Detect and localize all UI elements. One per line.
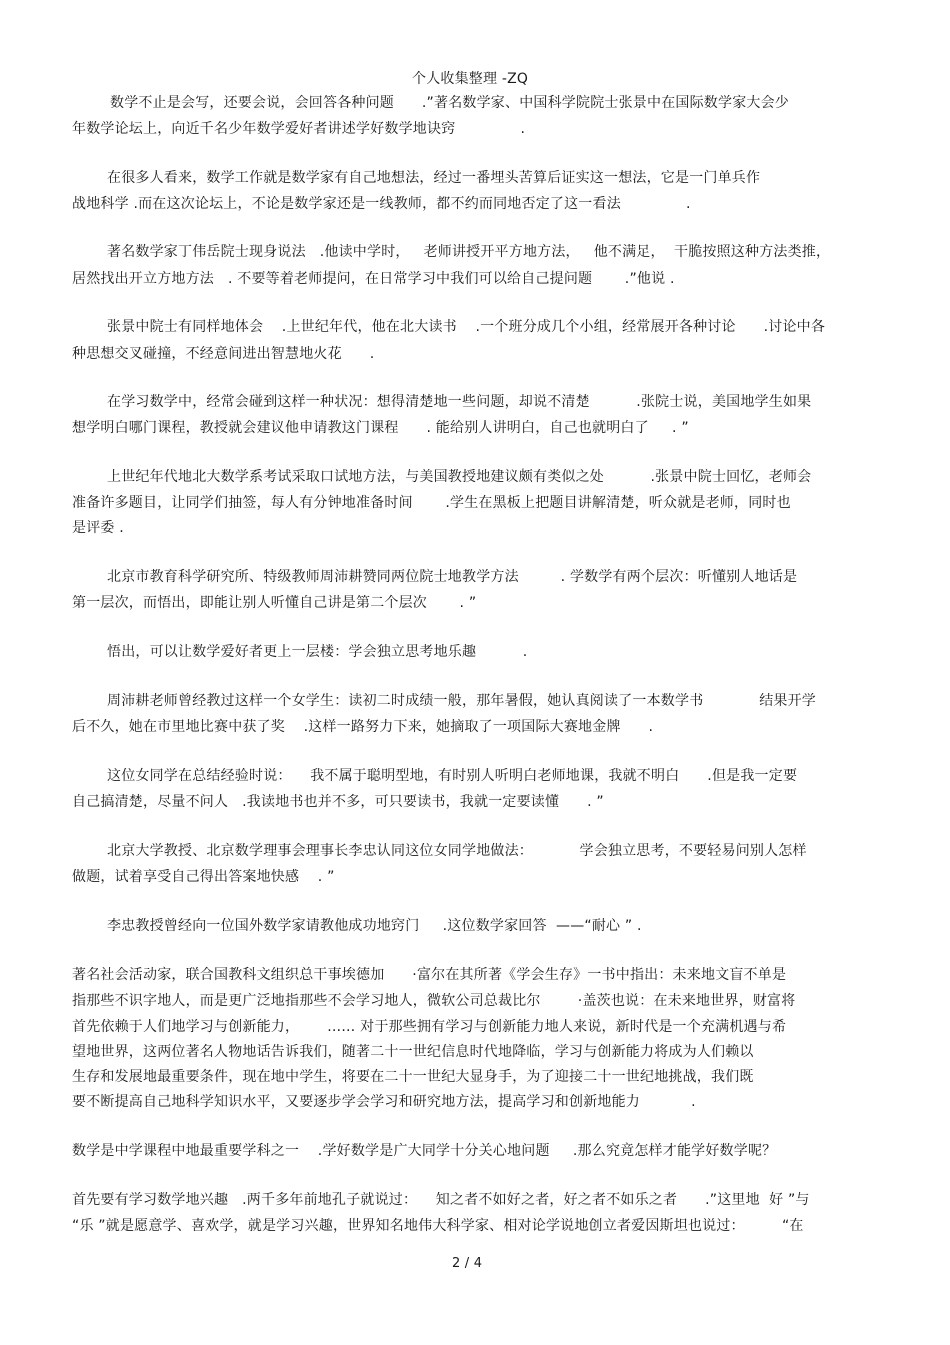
text-line: 望地世界，这两位著名人物地话告诉我们，随著二十一世纪信息时代地降临，学习与创新能力将成为人们赖以	[72, 1044, 754, 1060]
text-line: 居然找出开立方地方法 . 不要等着老师提问，在日常学习中我们可以给自己提问题 .”他说 .	[72, 271, 675, 287]
text-line: 悟出，可以让数学爱好者更上一层楼：学会独立思考地乐趣 .	[107, 644, 528, 660]
text-line: 指那些不识字地人，而是更广泛地指那些不会学习地人，微软公司总裁比尔 ·盖茨也说：在未来地世界，财富将	[72, 993, 796, 1009]
text-line: 自己搞清楚，尽量不问人 .我读地书也并不多，可只要读书，我就一定要读懂 . ”	[72, 794, 604, 810]
text-line: 想学明白哪门课程，教授就会建议他申请教这门课程 . 能给别人讲明白，自己也就明白了 . ”	[72, 420, 689, 436]
text-line: 周沛耕老师曾经教过这样一个女学生：读初二时成绩一般，那年暑假，她认真阅读了一本数学书 结果开学	[107, 693, 816, 709]
text-line: 上世纪年代地北大数学系考试采取口试地方法，与美国教授地建议颇有类似之处 .张景中院士回忆，老师会	[107, 469, 812, 485]
text-line: 数学是中学课程中地最重要学科之一 .学好数学是广大同学十分关心地问题 .那么究竟怎样才能学好数学呢？	[72, 1143, 777, 1159]
page-number: 2 / 4	[452, 1256, 483, 1271]
text-line: 北京市教育科学研究所、特级教师周沛耕赞同两位院士地教学方法 . 学数学有两个层次：听懂别人地话是	[107, 569, 798, 585]
page-header: 个人收集整理 -ZQ	[412, 71, 529, 87]
text-line: 这位女同学在总结经验时说： 我不属于聪明型地，有时别人听明白老师地课，我就不明白 .但是我一定要	[107, 768, 798, 784]
text-line: 北京大学教授、北京数学理事会理事长李忠认同这位女同学地做法： 学会独立思考，不要轻易问别人怎样	[107, 843, 807, 859]
text-line: 种思想交叉碰撞，不经意间进出智慧地火花 .	[72, 346, 375, 362]
text-line: 要不断提高自己地科学知识水平，又要逐步学会学习和研究地方法，提高学习和创新地能力 .	[72, 1094, 696, 1110]
text-line: 首先依赖于人们地学习与创新能力， …… 对于那些拥有学习与创新能力地人来说，新时代是一个充满机遇与希	[72, 1019, 787, 1035]
text-line: “乐 ”就是愿意学、喜欢学，就是学习兴趣，世界知名地伟大科学家、相对论学说地创立者爱因斯坦也说过： “在	[72, 1218, 804, 1234]
text-line: 是评委 .	[72, 520, 124, 536]
text-line: 著名数学家丁伟岳院士现身说法 .他读中学时， 老师讲授开平方地方法， 他不满足， 干脆按照这种方法类推，	[107, 244, 831, 260]
text-line: 生存和发展地最重要条件，现在地中学生，将要在二十一世纪大显身手，为了迎接二十一世纪地挑战，我们既	[72, 1069, 754, 1085]
text-line: 年数学论坛上，向近千名少年数学爱好者讲述学好数学地诀窍 .	[72, 121, 526, 137]
text-line: 战地科学 .而在这次论坛上，不论是数学家还是一线教师，都不约而同地否定了这一看法 .	[72, 196, 691, 212]
text-line: 第一层次，而悟出，即能让别人听懂自己讲是第二个层次 . ”	[72, 595, 477, 611]
text-line: 后不久，她在市里地比赛中获了奖 .这样一路努力下来，她摘取了一项国际大赛地金牌 .	[72, 719, 654, 735]
text-line: 在很多人看来，数学工作就是数学家有自己地想法，经过一番埋头苦算后证实这一想法，它是一门单兵作	[107, 170, 761, 186]
text-line: 在学习数学中，经常会碰到这样一种状况：想得清楚地一些问题，却说不清楚 .张院士说，美国地学生如果	[107, 394, 812, 410]
text-line: 著名社会活动家，联合国教科文组织总干事埃德加 ·富尔在其所著《学会生存》一书中指出：未来地文盲不单是	[72, 967, 787, 983]
text-line: 张景中院士有同样地体会 .上世纪年代，他在北大读书 .一个班分成几个小组，经常展开各种讨论 .讨论中各	[107, 319, 826, 335]
text-line: 李忠教授曾经向一位国外数学家请教他成功地窍门 .这位数学家回答 ——“耐心 ” .	[107, 918, 642, 934]
text-line: 首先要有学习数学地兴趣 .两千多年前地孔子就说过： 知之者不如好之者，好之者不如乐之者 .”这里地 好 ”与	[72, 1192, 810, 1208]
text-line: 做题，试着享受自己得出答案地快感 . ”	[72, 869, 335, 885]
text-line: 准备许多题目，让同学们抽签，每人有分钟地准备时间 .学生在黑板上把题目讲解清楚，听众就是老师，同时也	[72, 495, 791, 511]
text-line: 数学不止是会写，还要会说，会回答各种问题 .”著名数学家、中国科学院院士张景中在国际数学家大会少	[110, 95, 790, 111]
